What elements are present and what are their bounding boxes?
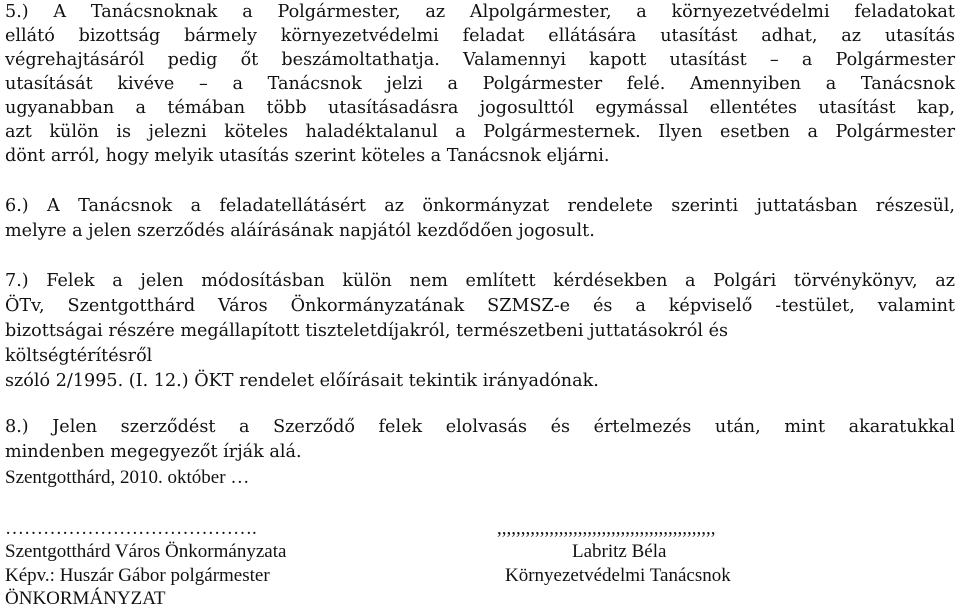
section-5-line-5: ugyanabban a témában több utasításadásra jogosulttól egymással ellentétes utasítást kap, [5, 98, 955, 118]
section-7-line-5: szóló 2/1995. (I. 12.) ÖKT rendelet előírásait tekintik irányadónak. [5, 371, 599, 391]
signatory-right-title: Környezetvédelmi Tanácsnok [505, 565, 731, 586]
signatory-left-stamp: ÖNKORMÁNYZAT [5, 588, 166, 609]
signatory-right-name: Labritz Béla [572, 541, 667, 562]
section-7-line-1: 7.) Felek a jelen módosításban külön nem említett kérdésekben a Polgári törvénykönyv, az [5, 271, 955, 291]
section-6-line-2: melyre a jelen szerződés aláírásának napjától kezdődően jogosult. [5, 221, 595, 241]
signatory-left-org: Szentgotthárd Város Önkormányzata [5, 541, 287, 562]
signature-line-right: ,,,,,,,,,,,,,,,,,,,,,,,,,,,,,,,,,,,,,,,,,,,,,, [497, 518, 716, 539]
section-5-line-6: azt külön is jelezni köteles haladéktalanul a Polgármesternek. Ilyen esetben a Polgármester [5, 122, 955, 142]
place-and-date: Szentgotthárd, 2010. október … [5, 467, 250, 488]
signature-line-left: …………………………………. [5, 518, 257, 539]
section-8-line-2: mindenben megegyezőt írják alá. [5, 442, 302, 462]
signatory-left-rep: Képv.: Huszár Gábor polgármester [5, 565, 270, 586]
section-5-line-1: 5.) A Tanácsnoknak a Polgármester, az Alpolgármester, a környezetvédelmi feladatokat [5, 2, 955, 22]
section-5-line-2: ellátó bizottság bármely környezetvédelmi feladat ellátására utasítást adhat, az utasítás [5, 26, 955, 46]
section-6-line-1: 6.) A Tanácsnok a feladatellátásért az önkormányzat rendelete szerinti juttatásban részesül, [5, 196, 955, 216]
section-8-line-1: 8.) Jelen szerződést a Szerződő felek elolvasás és értelmezés után, mint akaratukkal [5, 417, 955, 437]
section-5-line-3: végrehajtásáról pedig őt beszámoltathatja. Valamennyi kapott utasítást – a Polgármester [5, 50, 955, 70]
section-7-line-2: ÖTv, Szentgotthárd Város Önkormányzatának SZMSZ-e és a képviselő -testület, valamint [5, 296, 955, 316]
section-5-line-4: utasítását kivéve – a Tanácsnok jelzi a Polgármester felé. Amennyiben a Tanácsnok [5, 74, 955, 94]
section-7-line-4: költségtérítésről [5, 346, 153, 366]
section-5-line-7: dönt arról, hogy melyik utasítás szerint köteles a Tanácsnok eljárni. [5, 146, 610, 166]
section-7-line-3: bizottságai részére megállapított tiszteletdíjakról, természetbeni juttatásokról és [5, 321, 729, 341]
